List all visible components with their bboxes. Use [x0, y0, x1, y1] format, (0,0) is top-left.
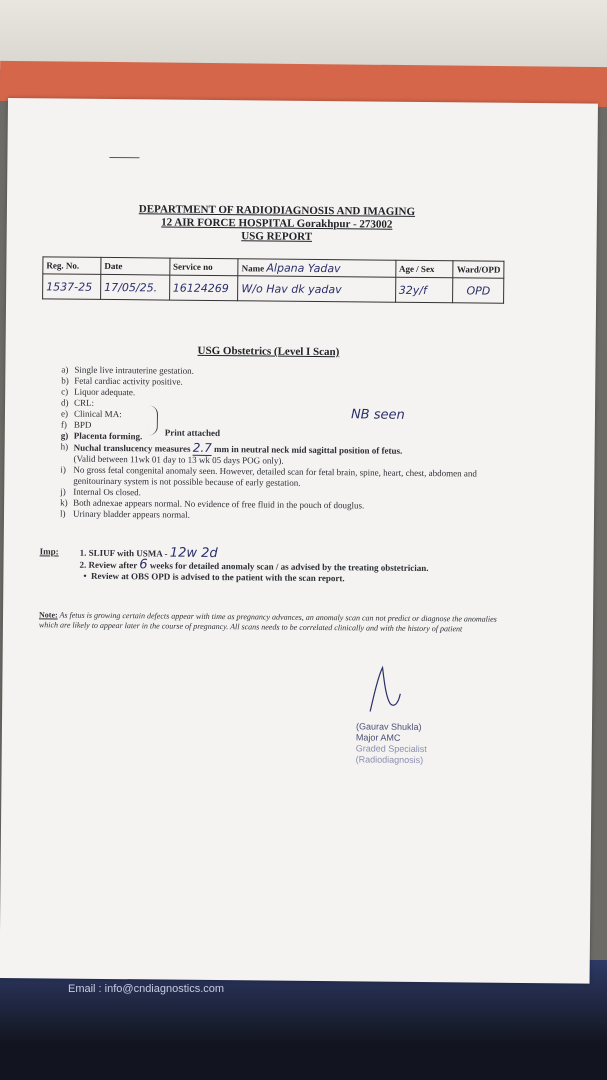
- reg-no-value: 1537-25: [43, 274, 101, 300]
- finding-text: BPD: [73, 419, 92, 430]
- finding-label: c): [61, 386, 69, 397]
- note-label: Note:: [38, 610, 58, 620]
- background-top: [0, 0, 607, 70]
- impression-label: Imp:: [39, 546, 59, 557]
- finding-label: g): [60, 430, 69, 441]
- col-age-sex: Age / Sex: [395, 260, 453, 278]
- signatory-designation: Graded Specialist: [355, 743, 427, 755]
- age-sex-value: 32y/f: [395, 277, 453, 303]
- finding-text: No gross fetal congenital anomaly seen. However, detailed scan for fetal brain, spine, heart, chest, abdomen and genitourinary system is not possible because of early gestation.: [73, 464, 477, 488]
- note-section: [39, 610, 509, 635]
- report-type: USG REPORT: [241, 230, 313, 243]
- impression-bullet-text: Review at OBS OPD is advised to the patient with the scan report.: [91, 570, 345, 584]
- signature-scribble-icon: [364, 663, 404, 713]
- department-title: DEPARTMENT OF RADIODIAGNOSIS AND IMAGING: [138, 203, 416, 218]
- col-date: Date: [101, 257, 170, 275]
- finding-text: Internal Os closed.: [73, 486, 142, 498]
- patient-name: Alpana Yadav: [266, 260, 341, 275]
- usma-value: 12w 2d: [169, 545, 218, 562]
- finding-text: Both adnexae appears normal. No evidence of free fluid in the pouch of douglus.: [73, 497, 365, 511]
- nt-value: 2.7: [192, 440, 212, 455]
- finding-label: e): [60, 408, 69, 419]
- review-weeks-value: 6: [139, 557, 148, 573]
- col-service-no: Service no: [169, 258, 238, 276]
- print-attached-note: Print attached: [164, 427, 221, 439]
- finding-label: a): [61, 364, 69, 375]
- finding-label: h): [60, 441, 69, 452]
- finding-text: Liquor adequate.: [74, 386, 136, 398]
- paper-mark: [109, 157, 139, 158]
- impression-body: [79, 547, 509, 586]
- nt-validity: (Valid between 11wk 01 day to 13 wk 05 days POG only).: [73, 453, 284, 466]
- signatory-dept: (Radiodiagnosis): [355, 754, 424, 766]
- date-value: 17/05/25.: [101, 274, 170, 300]
- bullet-icon: •: [83, 570, 92, 581]
- signature-stamp: [356, 721, 427, 766]
- scan-title: USG Obstetrics (Level I Scan): [197, 344, 340, 359]
- impression-line-1-text: 1. SLIUF with USMA -: [79, 547, 168, 559]
- finding-label: f): [60, 419, 67, 430]
- report-paper: [0, 98, 598, 984]
- signatory-rank: Major AMC: [355, 732, 401, 743]
- findings-list: [60, 365, 504, 524]
- finding-text: Placenta forming.: [73, 430, 143, 442]
- impression-line-2-text-a: 2. Review after: [79, 559, 138, 571]
- col-ward: Ward/OPD: [453, 261, 504, 278]
- impression-line-2-text-b: weeks for detailed anomaly scan / as advised by the treating obstetrician.: [149, 560, 429, 574]
- ward-value: OPD: [453, 278, 504, 303]
- signatory-name: (Gaurav Shukla): [355, 721, 422, 732]
- relation-value: W/o Hav dk yadav: [238, 276, 396, 303]
- footer-email: Email : info@cndiagnostics.com: [68, 983, 225, 995]
- finding-text: CRL:: [74, 397, 95, 408]
- col-name-label: Name: [241, 262, 265, 273]
- finding-text: Single live intrauterine gestation.: [74, 364, 194, 376]
- impression-section: [39, 546, 509, 586]
- finding-text: Clinical MA:: [73, 408, 122, 420]
- service-no-value: 16124269: [169, 275, 238, 301]
- finding-text: Fetal cardiac activity positive.: [74, 375, 183, 387]
- finding-label: j): [60, 486, 66, 497]
- patient-table-row: [43, 274, 504, 303]
- finding-label: i): [60, 464, 66, 475]
- note-text: As fetus is growing certain defects appear with time as pregnancy advances, an anomaly scan can not predict or diagnose the anomalies which are likely to appear later in the course of pregnancy. All scans needs to be correlated clinically and with the history of patient: [38, 610, 497, 634]
- col-name: [238, 259, 395, 278]
- finding-text: Urinary bladder appears normal.: [72, 508, 191, 520]
- report-header: [87, 203, 467, 246]
- nt-text-before: Nuchal translucency measures: [73, 442, 191, 454]
- finding-label: d): [61, 397, 69, 408]
- finding-label: b): [61, 375, 69, 386]
- col-reg-no: Reg. No.: [43, 257, 101, 275]
- nt-text-after: mm in neutral neck mid sagittal position of fetus.: [214, 443, 403, 456]
- patient-table: [42, 256, 504, 303]
- finding-label: k): [60, 497, 68, 508]
- finding-label: l): [59, 508, 66, 519]
- nb-seen-handwriting: NB seen: [350, 407, 405, 423]
- hospital-title: 12 AIR FORCE HOSPITAL Gorakhpur - 273002: [161, 216, 393, 231]
